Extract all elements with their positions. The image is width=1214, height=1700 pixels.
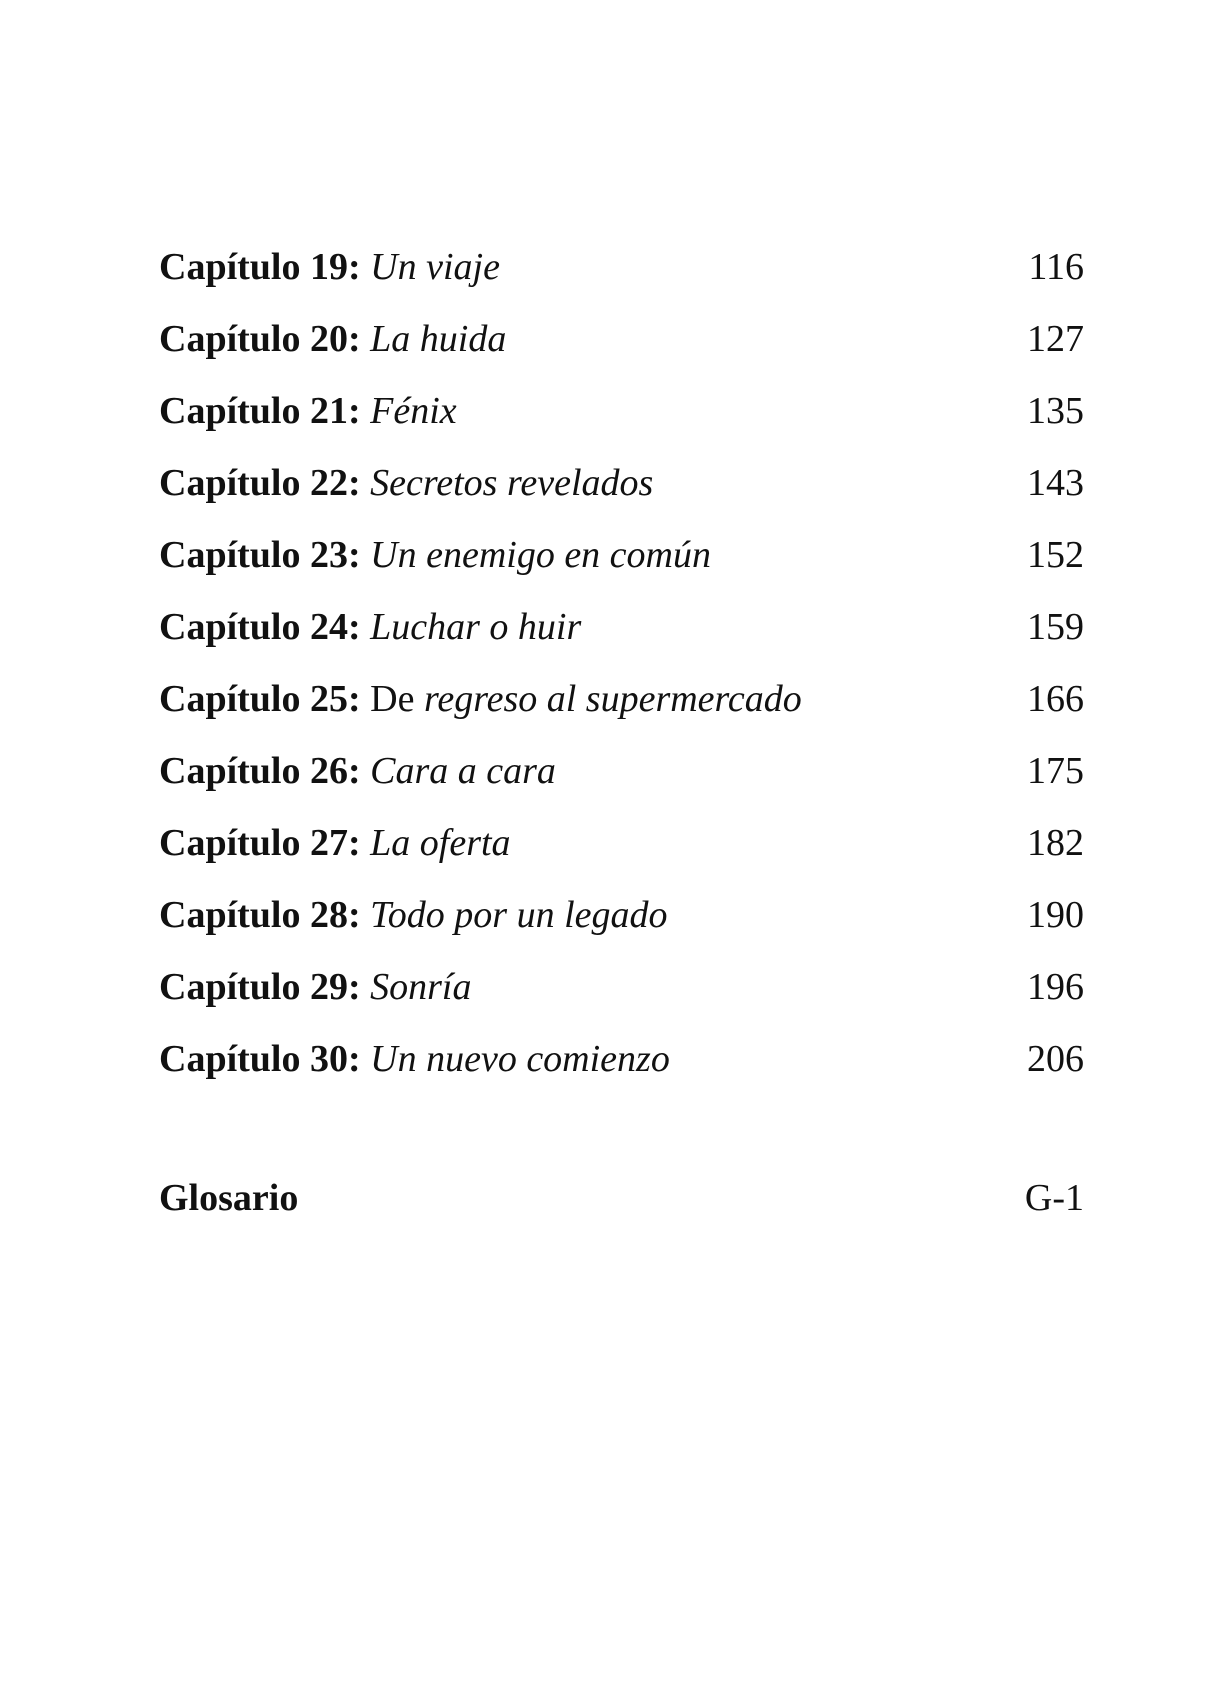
toc-row[interactable]: [159, 447, 1084, 519]
chapter-entry: [159, 591, 581, 663]
page-number: 159: [1027, 606, 1084, 648]
chapter-title: Un viaje: [370, 246, 500, 288]
glossary-row[interactable]: [159, 1162, 1084, 1234]
chapter-entry: [159, 879, 668, 951]
toc-row[interactable]: [159, 879, 1084, 951]
toc-row[interactable]: [159, 303, 1084, 375]
chapter-title-prefix: De: [370, 678, 415, 720]
chapter-entry: [159, 951, 472, 1023]
page-number: 116: [1028, 246, 1084, 288]
chapter-label: Capítulo 27:: [159, 822, 361, 864]
page-number: 127: [1027, 318, 1084, 360]
glossary-label: Glosario: [159, 1177, 299, 1219]
chapter-title: La oferta: [370, 822, 511, 864]
glossary-page-number: G-1: [1024, 1177, 1084, 1219]
chapter-label: Capítulo 23:: [159, 534, 361, 576]
chapter-label: Capítulo 25:: [159, 678, 361, 720]
page-number: 175: [1027, 750, 1084, 792]
chapter-title: regreso al supermercado: [423, 678, 802, 720]
chapter-entry: [159, 519, 711, 591]
toc-row[interactable]: [159, 1023, 1084, 1095]
toc-row[interactable]: [159, 807, 1084, 879]
chapter-title: Un nuevo comienzo: [370, 1038, 670, 1080]
toc-row[interactable]: [159, 951, 1084, 1023]
chapter-entry: [159, 1023, 670, 1095]
toc-row[interactable]: [159, 519, 1084, 591]
chapter-title: Todo por un legado: [370, 894, 668, 936]
chapter-entry: [159, 303, 506, 375]
page-number: 182: [1027, 822, 1084, 864]
toc-row[interactable]: [159, 231, 1084, 303]
toc-row[interactable]: [159, 663, 1084, 735]
chapter-label: Capítulo 28:: [159, 894, 361, 936]
chapter-label: Capítulo 22:: [159, 462, 361, 504]
toc-row[interactable]: [159, 591, 1084, 663]
chapter-entry: [159, 231, 500, 303]
chapter-entry: [159, 375, 457, 447]
page-number: 196: [1027, 966, 1084, 1008]
chapter-title: Sonría: [370, 966, 472, 1008]
table-of-contents: [159, 231, 1084, 1095]
toc-row[interactable]: [159, 735, 1084, 807]
page-number: 166: [1027, 678, 1084, 720]
chapter-entry: [159, 663, 802, 735]
chapter-label: Capítulo 26:: [159, 750, 361, 792]
chapter-title: Cara a cara: [370, 750, 556, 792]
page-number: 143: [1027, 462, 1084, 504]
chapter-label: Capítulo 24:: [159, 606, 361, 648]
chapter-label: Capítulo 30:: [159, 1038, 361, 1080]
chapter-title: La huida: [370, 318, 507, 360]
chapter-entry: [159, 807, 511, 879]
page-number: 206: [1027, 1038, 1084, 1080]
chapter-entry: [159, 735, 556, 807]
chapter-title: Luchar o huir: [370, 606, 582, 648]
page-number: 135: [1027, 390, 1084, 432]
page-number: 152: [1027, 534, 1084, 576]
chapter-label: Capítulo 21:: [159, 390, 361, 432]
chapter-entry: [159, 447, 653, 519]
chapter-label: Capítulo 19:: [159, 246, 361, 288]
toc-row[interactable]: [159, 375, 1084, 447]
chapter-title: Fénix: [370, 390, 457, 432]
chapter-title: Un enemigo en común: [370, 534, 711, 576]
page-number: 190: [1027, 894, 1084, 936]
chapter-label: Capítulo 29:: [159, 966, 361, 1008]
chapter-label: Capítulo 20:: [159, 318, 361, 360]
chapter-title: Secretos revelados: [370, 462, 654, 504]
